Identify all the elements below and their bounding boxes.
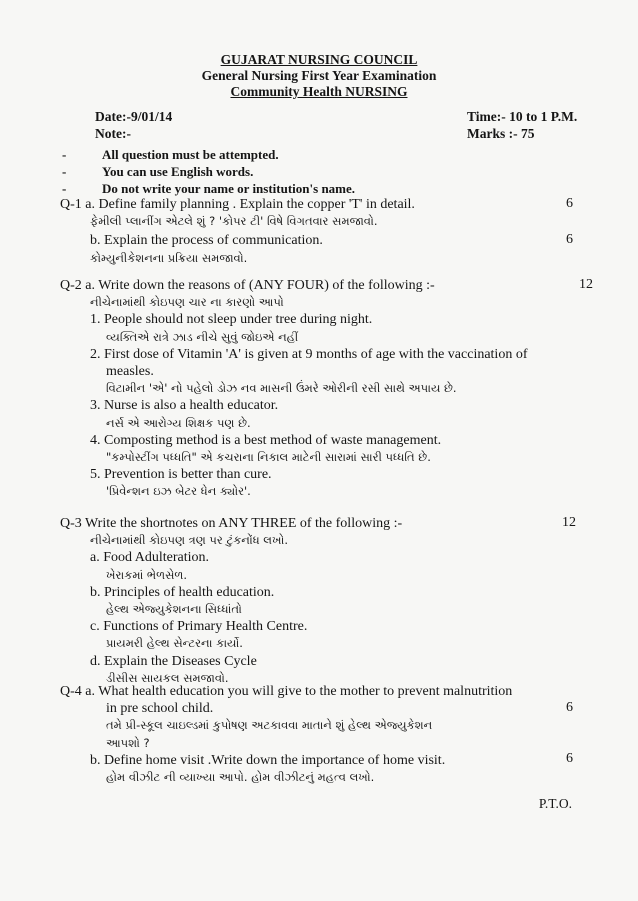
q3-marks: 12 <box>562 515 576 530</box>
question-3 <box>60 515 402 687</box>
q4a-gujarati: તમે પ્રી-સ્કૂલ ચાઇલ્ડમાં કુપોષણ અટકાવવા માતાને શું હેલ્થ એજ્યુકેશન <box>106 718 433 733</box>
q3-item-a-gujarati: ખેરાકમાં ભેળસેળ. <box>106 567 188 582</box>
q2-item-4: 4. Composting method is a best method of waste management. <box>90 432 442 448</box>
q4b-gujarati: હોમ વીઝીટ ની વ્યાખ્યા આપો. હોમ વીઝીટનું મહત્વ લખો. <box>106 770 375 785</box>
q1b-gujarati: કોમ્યુનીકેશનના પ્રક્રિયા સમજાવો. <box>90 250 248 265</box>
q4a-text-cont: in pre school child. <box>106 701 214 717</box>
subject-title: Community Health NURSING <box>230 84 408 99</box>
q1a-gujarati: ફેમીલી પ્લાનીંગ એટલે શું ? 'કોપર ટી' વિષે વિગતવાર સમજાવો. <box>90 214 378 229</box>
pto-footer: P.T.O. <box>538 796 572 811</box>
instruction-item: - All question must be attempted. <box>62 147 279 162</box>
q2-intro-gujarati: નીચેનામાંથી કોઇપણ ચાર ના કારણો આપો <box>90 295 284 310</box>
note-label: Note:- <box>95 126 131 141</box>
q3-item-d-gujarati: ડીસીસ સાયકલ સમજાવો. <box>106 670 229 685</box>
q2-item-3: 3. Nurse is also a health educator. <box>90 398 279 414</box>
q4a-text: Q-4 a. What health education you will give to the mother to prevent malnutrition <box>60 684 513 699</box>
q2-item-2-cont: measles. <box>106 364 154 380</box>
question-1 <box>60 196 415 267</box>
q3-item-b-gujarati: હેલ્થ એજ્યુકેશનના સિધ્ધાંતો <box>106 602 242 617</box>
q2-intro: Q-2 a. Write down the reasons of (ANY FOUR) of the following :- <box>60 278 435 293</box>
q1a-marks: 6 <box>566 196 573 211</box>
exam-time: Time:- 10 to 1 P.M. <box>467 109 578 124</box>
q2-item-1-gujarati: વ્યક્તિએ રાત્રે ઝાડ નીચે સુવું જોઇએ નહીં <box>106 329 299 344</box>
q2-item-5-gujarati: 'પ્રિવેન્શન ઇઝ બેટર ધેન ક્યોર'. <box>106 484 251 499</box>
q3-item-a: a. Food Adulteration. <box>90 550 209 566</box>
q2-item-5: 5. Prevention is better than cure. <box>90 467 272 483</box>
q4b-text: b. Define home visit .Write down the importance of home visit. <box>90 752 446 768</box>
q4b-marks: 6 <box>566 751 573 766</box>
q3-item-b: b. Principles of health education. <box>90 584 275 600</box>
exam-date: Date:-9/01/14 <box>95 109 173 124</box>
council-title: GUJARAT NURSING COUNCIL <box>220 52 418 67</box>
q2-item-4-gujarati: "કમ્પોસ્ટીંગ પધ્ધતિ" એ કચરાના નિકાલ માટેની સારામાં સારી પધ્ધતિ છે. <box>106 450 431 465</box>
q4a-gujarati-cont: આપશો ? <box>106 735 150 750</box>
instruction-item: - Do not write your name or institution's name. <box>62 181 356 196</box>
q3-item-c-gujarati: પ્રાયમરી હેલ્થ સેન્ટરના કાર્યો. <box>106 636 243 651</box>
q2-item-3-gujarati: નર્સ એ આરોગ્ય શિક્ષક પણ છે. <box>106 415 251 430</box>
q4a-marks: 6 <box>566 700 573 715</box>
q3-item-d: d. Explain the Diseases Cycle <box>90 653 257 669</box>
instruction-item: - You can use English words. <box>62 164 254 179</box>
q1b-marks: 6 <box>566 232 573 247</box>
question-2 <box>60 277 528 501</box>
q2-item-2: 2. First dose of Vitamin 'A' is given at 9 months of age with the vaccination of <box>90 346 528 362</box>
exam-header <box>0 52 638 100</box>
total-marks: Marks :- 75 <box>467 126 535 141</box>
q2-item-2-gujarati: વિટામીન 'એ' નો પહેલો ડોઝ નવ માસની ઉંમરે ઓરીની રસી સાથે અપાય છે. <box>106 381 457 396</box>
exam-title: General Nursing First Year Examination <box>201 68 437 83</box>
q2-item-1: 1. People should not sleep under tree during night. <box>90 312 373 328</box>
q2-marks: 12 <box>579 277 593 292</box>
instructions <box>62 146 355 197</box>
q3-intro-gujarati: નીચેનામાંથી કોઇપણ ત્રણ પર ટુંકનોંધ લખો. <box>90 533 288 548</box>
q1b-text: b. Explain the process of communication. <box>90 233 323 249</box>
question-4 <box>60 683 512 786</box>
q1a-text: Q-1 a. Define family planning . Explain the copper 'T' in detail. <box>60 197 415 212</box>
q3-item-c: c. Functions of Primary Health Centre. <box>90 619 308 635</box>
q3-intro: Q-3 Write the shortnotes on ANY THREE of the following :- <box>60 516 403 531</box>
